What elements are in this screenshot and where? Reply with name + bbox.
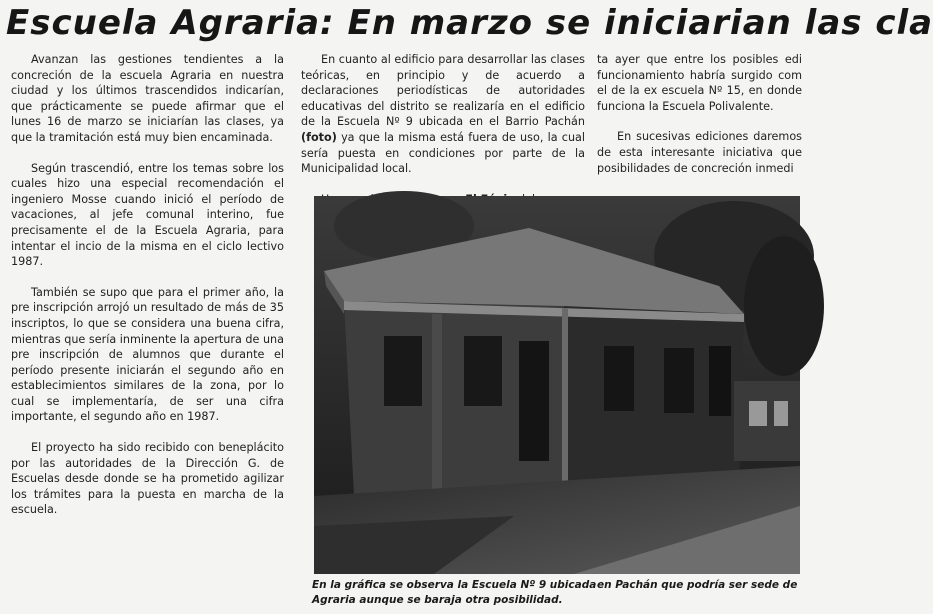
paragraph: Avanzan las gestiones tendientes a la concreción de la escuela Agraria en nuestra ciudad y los últimos trascendidos indicarían, que prácticamente se puede afirmar que el lunes 16 de marzo se iniciarían las clases, ya que la tramitación está muy bien encaminada. — [11, 53, 284, 144]
school-building-photo — [314, 196, 800, 574]
headline: Escuela Agraria: En marzo se iniciarian las cla — [6, 3, 933, 43]
caption-line: Agraria aunque se baraja otra posibilidad. — [312, 594, 563, 606]
paragraph: Según trascendió, entre los temas sobre los cuales hizo una especial recomendación el ingeniero Mosse cuando inició el período de vacaciones, al jefe comunal interino, fue precisamente el de la Escuela Agraria, para intentar el incio de la misma en el ciclo lectivo 1987. — [11, 161, 284, 269]
photo-caption — [312, 578, 800, 608]
paragraph: El proyecto ha sido recibido con beneplácito por las autoridades de la Dirección G. de Escuelas desde donde se ha prometido agilizar los trámites para la puesta en marcha de la escuela. — [11, 441, 284, 517]
paragraph: En cuanto al edificio para desarrollar las clases teóricas, en principio y de acuerdo a declaraciones periodísticas de autoridades educativas del distrito se realizaría en el edificio de la Escuela Nº 9 ubicada en el Barrio Pachán (foto) ya que la misma está fuera de uso, la cual sería puesta en condiciones por parte de la Municipalidad local. — [301, 53, 585, 176]
building-image — [314, 196, 800, 574]
paragraph: ta ayer que entre los posibles edi funcionamiento habría surgido com el de la ex escuela Nº 15, en donde funciona la Escuela Polivalente. — [597, 53, 802, 113]
caption-continuation: en Pachán que podría ser sede de — [597, 579, 798, 591]
caption-line: En la gráfica se observa la Escuela Nº 9 ubicada — [312, 579, 597, 591]
article-column-3 — [597, 52, 800, 191]
photo-reference: (foto) — [301, 130, 337, 144]
paragraph: También se supo que para el primer año, la pre inscripción arrojó un resultado de más de 35 inscriptos, lo que se considera una buena cifra, mientras que sería inminente la apertura de una pre inscripción de alumnos que durante el período presente iniciarán el segundo año en establecimientos similares de la zona, por lo cual se implementaría, de ser una cifra importante, el segundo año en 1987. — [11, 285, 284, 424]
article-column-1 — [11, 52, 284, 533]
paragraph: En sucesivas ediciones daremos de esta interesante iniciativa que posibilidades de concreción inmedi — [597, 130, 802, 175]
